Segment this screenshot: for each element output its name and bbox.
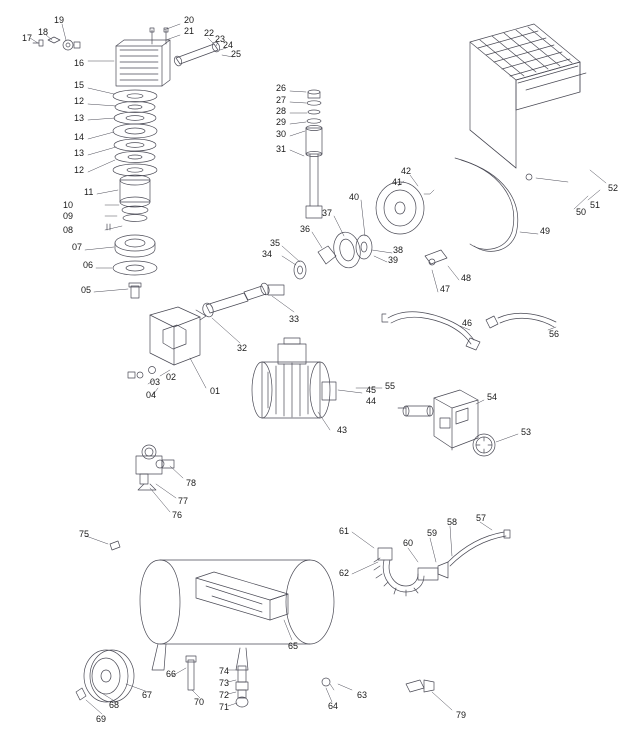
callout-51: 51 — [590, 200, 601, 210]
callout-22: 22 — [204, 28, 215, 38]
callout-74: 74 — [219, 666, 230, 676]
callout-20: 20 — [184, 15, 195, 25]
callout-31: 31 — [276, 144, 287, 154]
callout-06: 06 — [83, 260, 94, 270]
callout-34: 34 — [262, 249, 273, 259]
callout-33: 33 — [289, 314, 300, 324]
callout-21: 21 — [184, 26, 195, 36]
callout-01: 01 — [210, 386, 221, 396]
callout-19: 19 — [54, 15, 65, 25]
callout-49: 49 — [540, 226, 551, 236]
callout-07: 07 — [72, 242, 83, 252]
callout-42: 42 — [401, 166, 412, 176]
callout-73: 73 — [219, 678, 230, 688]
callout-23: 23 — [215, 34, 226, 44]
callout-54: 54 — [487, 392, 498, 402]
callout-03: 03 — [150, 377, 161, 387]
callout-52: 52 — [608, 183, 619, 193]
callout-10: 10 — [63, 200, 74, 210]
callout-72: 72 — [219, 690, 230, 700]
callout-29: 29 — [276, 117, 287, 127]
callout-18: 18 — [38, 27, 49, 37]
callout-62: 62 — [339, 568, 350, 578]
callout-45: 45 — [366, 385, 377, 395]
callout-41: 41 — [392, 177, 403, 187]
callout-11: 11 — [84, 187, 94, 197]
callout-66: 66 — [166, 669, 177, 679]
callout-48: 48 — [461, 273, 472, 283]
callout-37: 37 — [322, 208, 333, 218]
callout-65: 65 — [288, 641, 299, 651]
callout-30: 30 — [276, 129, 287, 139]
callout-39: 39 — [388, 255, 399, 265]
callout-36: 36 — [300, 224, 311, 234]
callout-25: 25 — [231, 49, 242, 59]
callout-15: 15 — [74, 80, 85, 90]
callout-12-lower: 12 — [74, 165, 85, 175]
callout-02: 02 — [166, 372, 177, 382]
callout-16: 16 — [74, 58, 85, 68]
callout-71: 71 — [219, 702, 230, 712]
callout-60: 60 — [403, 538, 414, 548]
callout-24: 24 — [223, 40, 234, 50]
callout-44: 44 — [366, 396, 377, 406]
callout-57: 57 — [476, 513, 487, 523]
callout-28: 28 — [276, 106, 287, 116]
callout-68: 68 — [109, 700, 120, 710]
callout-26: 26 — [276, 83, 287, 93]
callout-47: 47 — [440, 284, 451, 294]
callout-05: 05 — [81, 285, 92, 295]
callout-04: 04 — [146, 390, 157, 400]
callout-32: 32 — [237, 343, 248, 353]
callout-69: 69 — [96, 714, 107, 724]
callout-70: 70 — [194, 697, 205, 707]
callout-09: 09 — [63, 211, 74, 221]
callout-77: 77 — [178, 496, 189, 506]
callout-13-upper: 13 — [74, 113, 85, 123]
callout-50: 50 — [576, 207, 587, 217]
callout-40: 40 — [349, 192, 360, 202]
callout-35: 35 — [270, 238, 281, 248]
callout-76: 76 — [172, 510, 183, 520]
callout-53: 53 — [521, 427, 532, 437]
callout-12-upper: 12 — [74, 96, 85, 106]
callout-58: 58 — [447, 517, 458, 527]
callout-59: 59 — [427, 528, 438, 538]
callout-79: 79 — [456, 710, 467, 720]
callout-61: 61 — [339, 526, 350, 536]
callout-08: 08 — [63, 225, 74, 235]
callout-14: 14 — [74, 132, 85, 142]
callout-46: 46 — [462, 318, 473, 328]
callout-64: 64 — [328, 701, 339, 711]
callout-43: 43 — [337, 425, 348, 435]
callout-56: 56 — [549, 329, 560, 339]
callout-55: 55 — [385, 381, 396, 391]
callout-63: 63 — [357, 690, 368, 700]
callout-17: 17 — [22, 33, 33, 43]
callout-38: 38 — [393, 245, 404, 255]
callout-27: 27 — [276, 95, 287, 105]
callout-78: 78 — [186, 478, 197, 488]
callout-13-lower: 13 — [74, 148, 85, 158]
callout-67: 67 — [142, 690, 153, 700]
callout-75: 75 — [79, 529, 90, 539]
